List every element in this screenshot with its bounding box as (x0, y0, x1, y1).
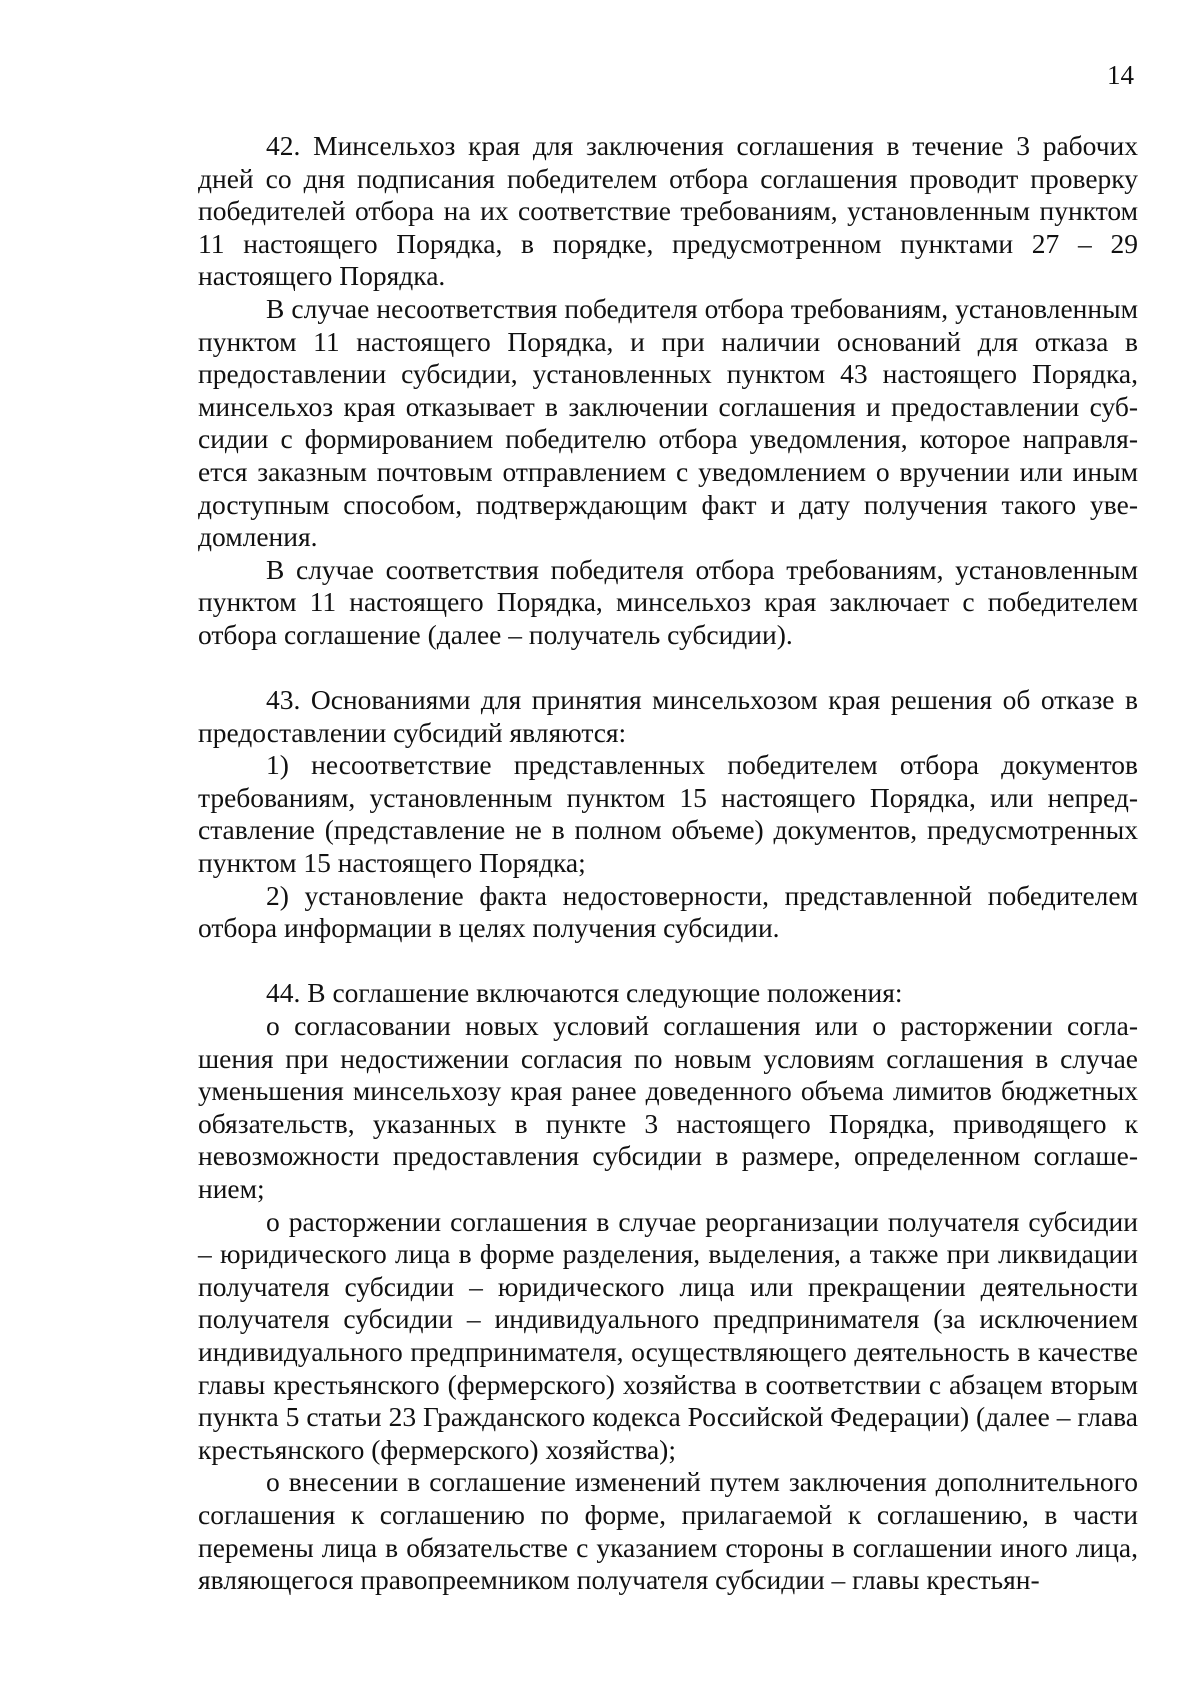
paragraph-44-new-conditions: о согласовании новых условий соглашения или о расторжении соглашения при недостижении согласия по новым условиям соглашения в случае уменьшения минсельхозу края ранее доведенного объема лимитов бюджетных обязательств, указанных в пункте 3 настоящего Порядка, приводящего к невозможности предоставления субсидии в размере, определенном соглашением; (198, 1010, 1138, 1204)
paragraph-42-refusal: В случае несоответствия победителя отбора требованиям, установленным пунктом 11 настоящего Порядка, и при наличии оснований для отказа в предоставлении субсидии, установленных пунктом 43 настоящего Порядка, минсельхоз края отказывает в заключении соглашения и предоставлении субсидии с формированием победителю отбора уведомления, которое направляется заказным почтовым отправлением с уведомлением о вручении или иным доступным способом, подтверждающим факт и дату получения такого уведомления. (198, 292, 1138, 553)
paragraph-44-amendments: о внесении в соглашение изменений путем заключения дополнительного соглашения к соглашению по форме, прилагаемой к соглашению, в части перемены лица в обязательстве с указанием стороны в соглашении иного лица, являющегося правопреемником получателя субсидии – главы крестьян- (198, 1466, 1138, 1596)
paragraph-44: 44. В соглашение включаются следующие положения: (266, 977, 903, 1009)
paragraph-42-agreement: В случае соответствия победителя отбора требованиям, установленным пунктом 11 настоящего Порядка, минсельхоз края заключает с победителем отбора соглашение (далее – получатель субсидии). (198, 553, 1138, 650)
document-body (198, 130, 1138, 1597)
page-number: 14 (1107, 60, 1134, 90)
paragraph-43: 43. Основаниями для принятия минсельхозом края решения об отказе в предоставлении субсидий являются: (198, 684, 1138, 748)
paragraph-43-item-2: 2) установление факта недостоверности, представленной победителем отбора информации в целях получения субсидии. (198, 879, 1138, 944)
paragraph-42: 42. Минсельхоз края для заключения соглашения в течение 3 рабочих дней со дня подписания победителем отбора соглашения проводит проверку победителей отбора на их соответствие требованиям, установленным пунктом 11 настоящего Порядка, в порядке, предусмотренном пунктами 27 – 29 настоящего Порядка. (198, 130, 1138, 292)
paragraph-43-item-1: 1) несоответствие представленных победителем отбора документов требованиям, установленным пунктом 15 настоящего Порядка, или непредставление (представление не в полном объеме) документов, предусмотренных пунктом 15 настоящего Порядка; (198, 749, 1138, 879)
paragraph-44-termination: о расторжении соглашения в случае реорганизации получателя субсидии – юридического лица в форме разделения, выделения, а также при ликвидации получателя субсидии – юридического лица или прекращении деятельности получателя субсидии – индивидуального предпринимателя (за исключением индивидуального предпринимателя, осуществляющего деятельность в качестве главы крестьянского (фермерского) хозяйства в соответствии с абзацем вторым пункта 5 статьи 23 Гражданского кодекса Российской Федерации) (далее – глава крестьянского (фермерского) хозяйства); (198, 1205, 1138, 1465)
